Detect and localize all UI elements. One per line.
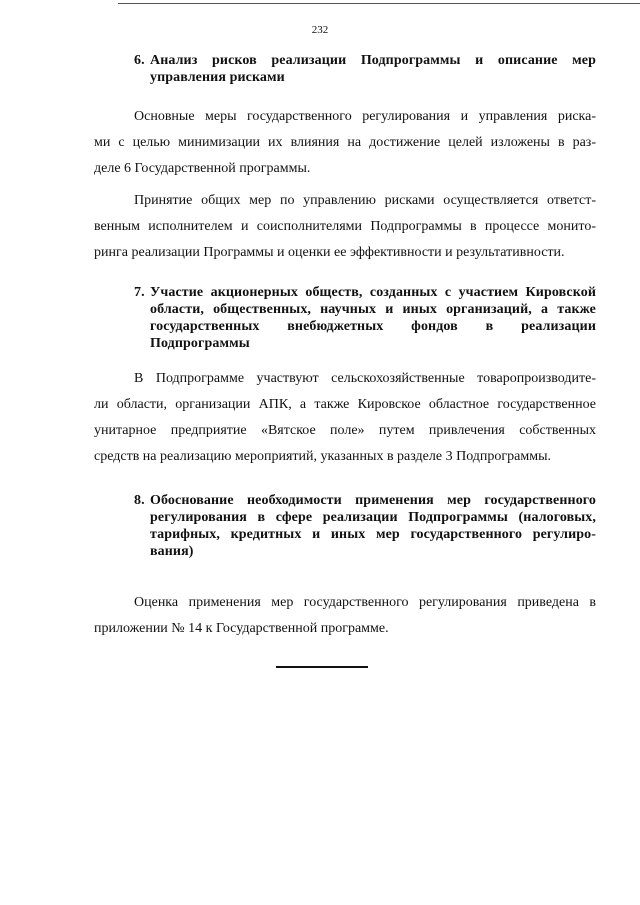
- page-number: 232: [311, 24, 329, 36]
- paragraph-line: деле 6 Государственной программы.: [94, 161, 311, 176]
- paragraph-line: средств на реализацию мероприятий, указанных в разделе 3 Подпрограммы.: [94, 449, 551, 464]
- paragraph-line: ли области, организации АПК, а также Кировское областное государственное: [94, 397, 596, 412]
- paragraph-line: приложении № 14 к Государственной программе.: [94, 621, 389, 636]
- section-8-title-line: Обоснование необходимости применения мер государственного: [150, 493, 596, 508]
- paragraph-line: Оценка применения мер государственного регулирования приведена в: [134, 595, 596, 610]
- paragraph-line: Принятие общих мер по управлению рисками осуществляется ответст-: [134, 193, 596, 208]
- section-8-title-line: регулирования в сфере реализации Подпрограммы (налоговых,: [150, 510, 596, 525]
- paragraph-line: В Подпрограмме участвуют сельскохозяйственные товаропроизводите-: [134, 371, 596, 386]
- section-7-title-line: Участие акционерных обществ, созданных с участием Кировской: [150, 285, 596, 300]
- top-rule: [118, 3, 640, 4]
- paragraph-line: Основные меры государственного регулирования и управления риска-: [134, 109, 596, 124]
- section-7-title-line: Подпрограммы: [150, 336, 250, 351]
- section-8-title-line: тарифных, кредитных и иных мер государственного регулиро-: [150, 527, 596, 542]
- paragraph-line: унитарное предприятие «Вятское поле» путем привлечения собственных: [94, 423, 596, 438]
- section-8-heading: [94, 492, 596, 560]
- section-7-title-line: государственных внебюджетных фондов в реализации: [150, 319, 596, 334]
- section-6-paragraph: [94, 104, 596, 182]
- section-6-heading: [94, 52, 596, 86]
- section-7-number: 7.: [134, 285, 145, 300]
- section-6-paragraph: [94, 188, 596, 266]
- section-8-paragraph: [94, 590, 596, 642]
- section-6-title-line: Анализ рисков реализации Подпрограммы и описание мер: [150, 53, 596, 68]
- section-8-title-line: вания): [150, 544, 194, 559]
- section-7-paragraph: [94, 366, 596, 470]
- paragraph-line: венным исполнителем и соисполнителями Подпрограммы в процессе монито-: [94, 219, 596, 234]
- document-body: [94, 46, 596, 642]
- section-7-heading: [94, 284, 596, 352]
- section-8-number: 8.: [134, 493, 145, 508]
- section-6-number: 6.: [134, 53, 145, 68]
- end-of-text-rule: [276, 666, 368, 668]
- paragraph-line: ми с целью минимизации их влияния на достижение целей изложены в раз-: [94, 135, 596, 150]
- paragraph-line: ринга реализации Программы и оценки ее эффективности и результативности.: [94, 245, 565, 260]
- section-6-title-line: управления рисками: [150, 70, 285, 85]
- section-7-title-line: области, общественных, научных и иных организаций, а также: [150, 302, 596, 317]
